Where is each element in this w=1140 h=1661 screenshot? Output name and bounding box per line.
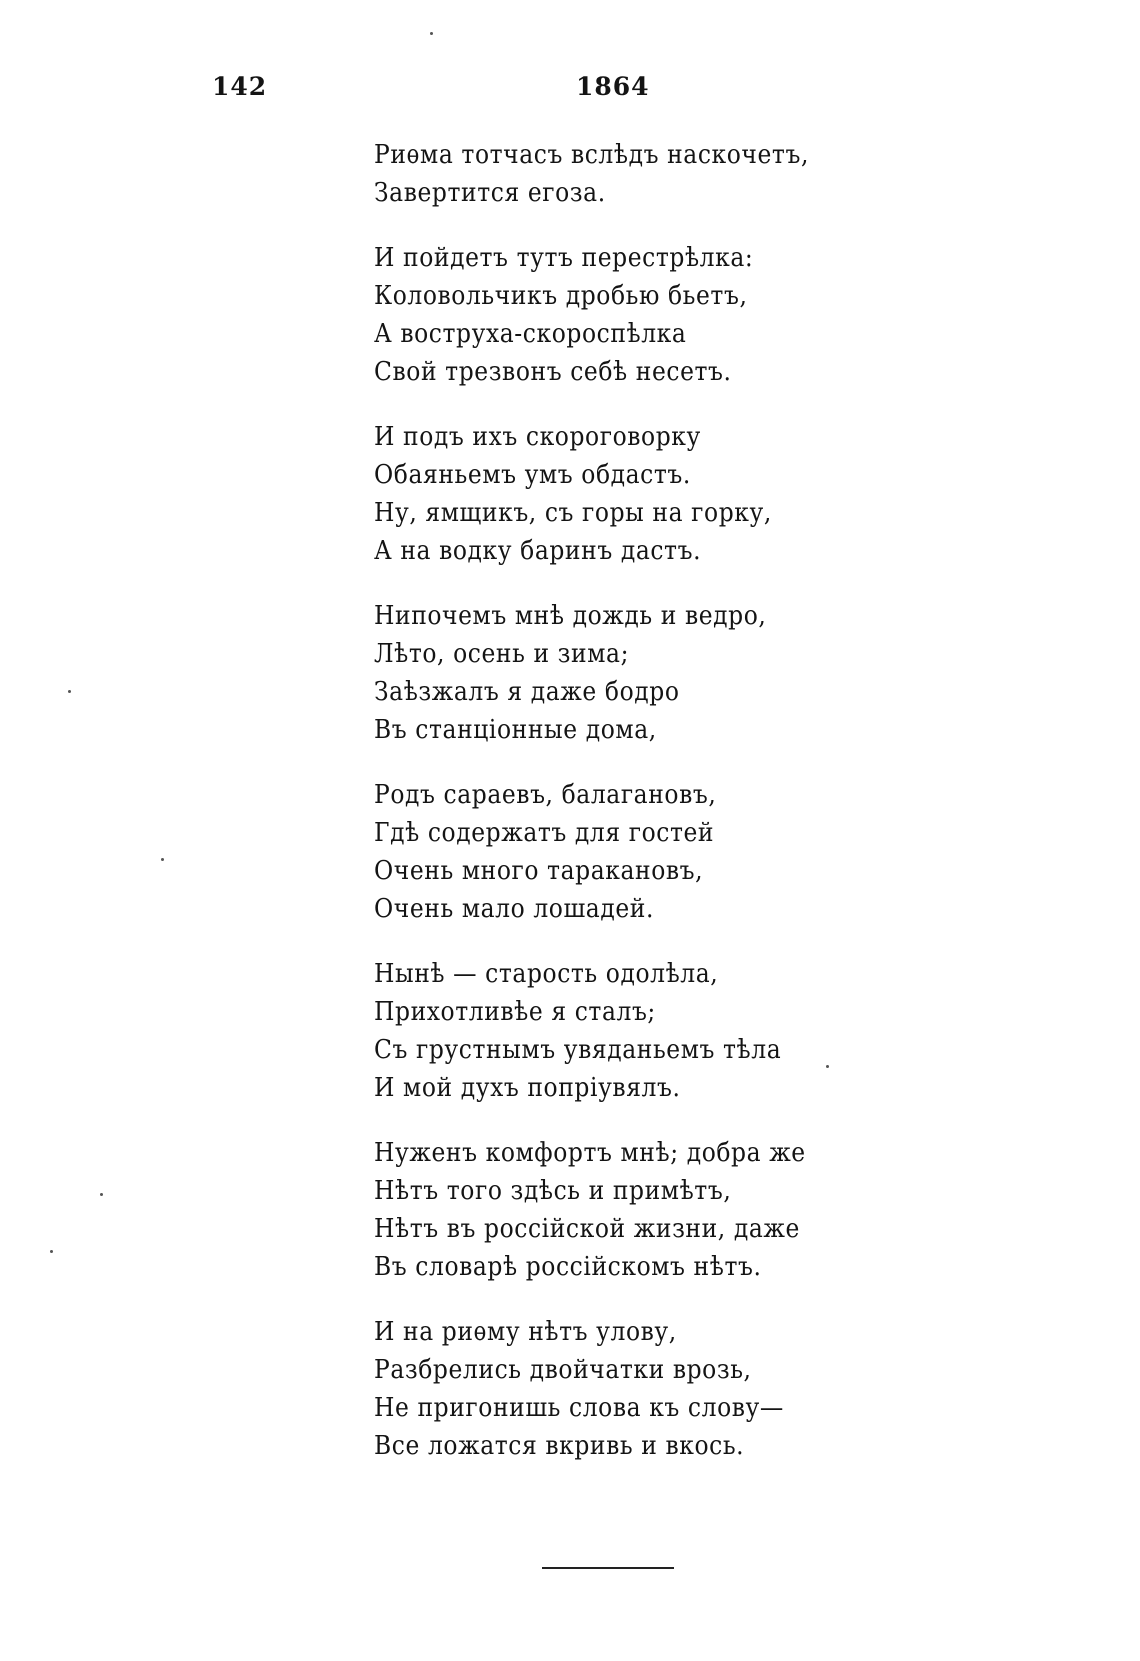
verse-line: Нѣтъ того здѣсь и примѣтъ,	[374, 1176, 732, 1206]
verse-line: А вострухa-скороспѣлка	[374, 319, 687, 349]
verse-line: Риѳма тотчасъ вслѣдъ наскочетъ,	[374, 140, 809, 170]
scan-speck	[50, 1250, 53, 1253]
stanza-5	[374, 776, 1074, 928]
verse-line: Обаяньемъ умъ обдастъ.	[374, 460, 691, 490]
stanza-3	[374, 418, 1074, 570]
verse-line: И пойдетъ тутъ перестрѣлка:	[374, 243, 754, 273]
verse-line: И мой духъ попріувялъ.	[374, 1073, 681, 1103]
stanza-4	[374, 597, 1074, 749]
verse-line: А на водку баринъ дастъ.	[374, 536, 702, 566]
verse-line: Коловольчикъ дробью бьетъ,	[374, 281, 748, 311]
stanza-8	[374, 1313, 1074, 1465]
end-of-poem-rule	[542, 1567, 674, 1569]
verse-line: Прихотливѣе я сталъ;	[374, 997, 656, 1027]
verse-line: Ну, ямщикъ, съ горы на горку,	[374, 498, 772, 528]
stanza-1	[374, 136, 1074, 212]
verse-line: Съ грустнымъ увяданьемъ тѣла	[374, 1035, 782, 1065]
verse-line: Разбрелись двойчатки врозь,	[374, 1355, 752, 1385]
verse-line: Нынѣ — старость одолѣла,	[374, 959, 719, 989]
verse-line: Завертится егоза.	[374, 178, 606, 208]
scan-speck	[161, 858, 164, 861]
scan-speck	[100, 1193, 103, 1196]
verse-line: Не пригонишь слова къ слову—	[374, 1393, 784, 1423]
stanza-7	[374, 1134, 1074, 1286]
scan-speck	[68, 690, 71, 693]
verse-line: Очень много таракановъ,	[374, 856, 704, 886]
verse-line: И на риѳму нѣтъ улову,	[374, 1317, 677, 1347]
running-head-year: 1864	[576, 72, 650, 101]
scan-speck	[826, 1065, 829, 1068]
verse-line: Нѣтъ въ россійской жизни, даже	[374, 1214, 800, 1244]
verse-line: Гдѣ содержатъ для гостей	[374, 818, 715, 848]
verse-line: Въ словарѣ россійскомъ нѣтъ.	[374, 1252, 762, 1282]
page-number: 142	[212, 72, 268, 101]
verse-line: Свой трезвонъ себѣ несетъ.	[374, 357, 732, 387]
stanza-2	[374, 239, 1074, 391]
verse-line: Все ложатся вкривь и вкось.	[374, 1431, 745, 1461]
verse-line: Нуженъ комфортъ мнѣ; добра же	[374, 1138, 806, 1168]
stanza-6	[374, 955, 1074, 1107]
verse-line: Родъ сараевъ, балагановъ,	[374, 780, 717, 810]
verse-line: Нипочемъ мнѣ дождь и ведро,	[374, 601, 767, 631]
verse-line: Лѣто, осень и зима;	[374, 639, 630, 669]
verse-line: Очень мало лошадей.	[374, 894, 654, 924]
poem	[374, 136, 1074, 1492]
scan-speck	[430, 32, 433, 35]
verse-line: Заѣзжалъ я даже бодро	[374, 677, 680, 707]
verse-line: Въ станціонные дома,	[374, 715, 657, 745]
verse-line: И подъ ихъ скороговорку	[374, 422, 701, 452]
